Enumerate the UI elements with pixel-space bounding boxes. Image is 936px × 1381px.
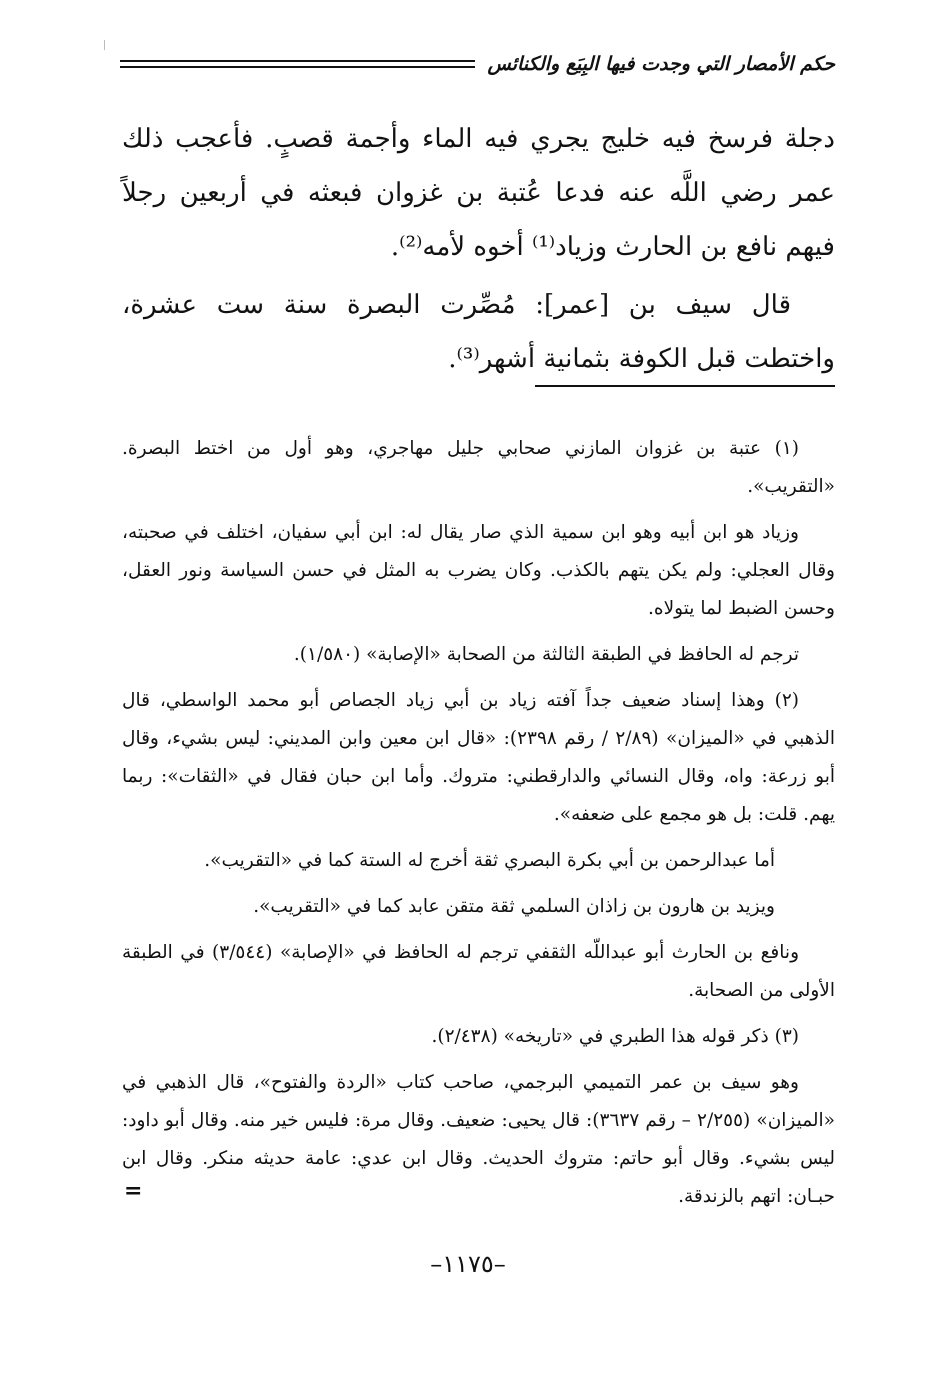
- footnote-paragraph: (٣) ذكر قوله هذا الطبري في «تاريخه» (٢/٤٣٨).: [431, 1026, 799, 1047]
- footnote-paragraph: ترجم له الحافظ في الطبقة الثالثة من الصحابة «الإصابة» (١/٥٨٠).: [293, 644, 799, 665]
- footnote-separator: [535, 385, 835, 387]
- running-header: [120, 44, 835, 84]
- continuation-mark: =: [124, 1178, 143, 1204]
- main-text-block: [122, 112, 835, 386]
- footnote-paragraph: أما عبدالرحمن بن أبي بكرة البصري ثقة أخرج له الستة كما في «التقريب».: [204, 850, 775, 871]
- footnote-paragraph: وزياد هو ابن أبيه وهو ابن سمية الذي صار يقال له: ابن أبي سفيان، اختلف في صحبته، وقال العجلي: ولم يكن يتهم بالكذب. وكان يضرب به المثل في حسن السياسة ونور العقل، وحسن الضبط لما يتولاه.: [122, 522, 835, 619]
- footnote-paragraph: ونافع بن الحارث أبو عبداللّه الثقفي ترجم له الحافظ في «الإصابة» (٣/٥٤٤) في الطبقة الأولى من الصحابة.: [122, 942, 835, 1001]
- page-number: –١١٧٥–: [430, 1250, 506, 1278]
- main-paragraph: دجلة فرسخ فيه خليج يجري فيه الماء وأجمة قصبٍ. فأعجب ذلك عمر رضي اللَّه عنه فدعا عُتبة بن غزوان فبعثه في أربعين رجلاً فيهم نافع بن الحارث وزياد⁽¹⁾ أخوه لأمه⁽²⁾.: [122, 124, 835, 262]
- header-double-rule: [120, 60, 475, 68]
- footnote-paragraph: ويزيد بن هارون بن زاذان السلمي ثقة متقن عابد كما في «التقريب».: [253, 896, 775, 917]
- footnote-paragraph: وهو سيف بن عمر التميمي البرجمي، صاحب كتاب «الردة والفتوح»، قال الذهبي في «الميزان» (٢/٢٥٥ – رقم ٣٦٣٧): قال يحيى: ضعيف. وقال مرة: فليس خير منه. وقال أبو داود: ليس بشيء. وقال أبو حاتم: متروك الحديث. وقال ابن عدي: عامة حديثه منكر. وقال ابن حبـان: اتهم بالزندقة.: [122, 1072, 835, 1207]
- main-paragraph: قال سيف بن [عمر]: مُصِّرت البصرة سنة ست عشرة، واختطت قبل الكوفة بثمانية أشهر⁽³⁾.: [122, 290, 835, 374]
- running-title: حكم الأمصار التي وجدت فيها البِيَع والكنائس: [487, 53, 835, 75]
- footnote-paragraph: (١) عتبة بن غزوان المازني صحابي جليل مهاجري، وهو أول من اختط البصرة. «التقريب».: [122, 438, 835, 497]
- footnotes-block: [122, 430, 835, 1224]
- footnote-paragraph: (٢) وهذا إسناد ضعيف جداً آفته زياد بن أبي زياد الجصاص أبو محمد الواسطي، قال الذهبي في «الميزان» (٢/٨٩ / رقم ٢٣٩٨): «قال ابن معين وابن المديني: ليس بشيء، وقال أبو زرعة: واه، وقال النسائي والدارقطني: متروك. وأما ابن حبان فقال في «الثقات»: ربما يهم. قلت: بل هو مجمع على ضعفه».: [122, 690, 835, 825]
- margin-mark: [104, 40, 105, 50]
